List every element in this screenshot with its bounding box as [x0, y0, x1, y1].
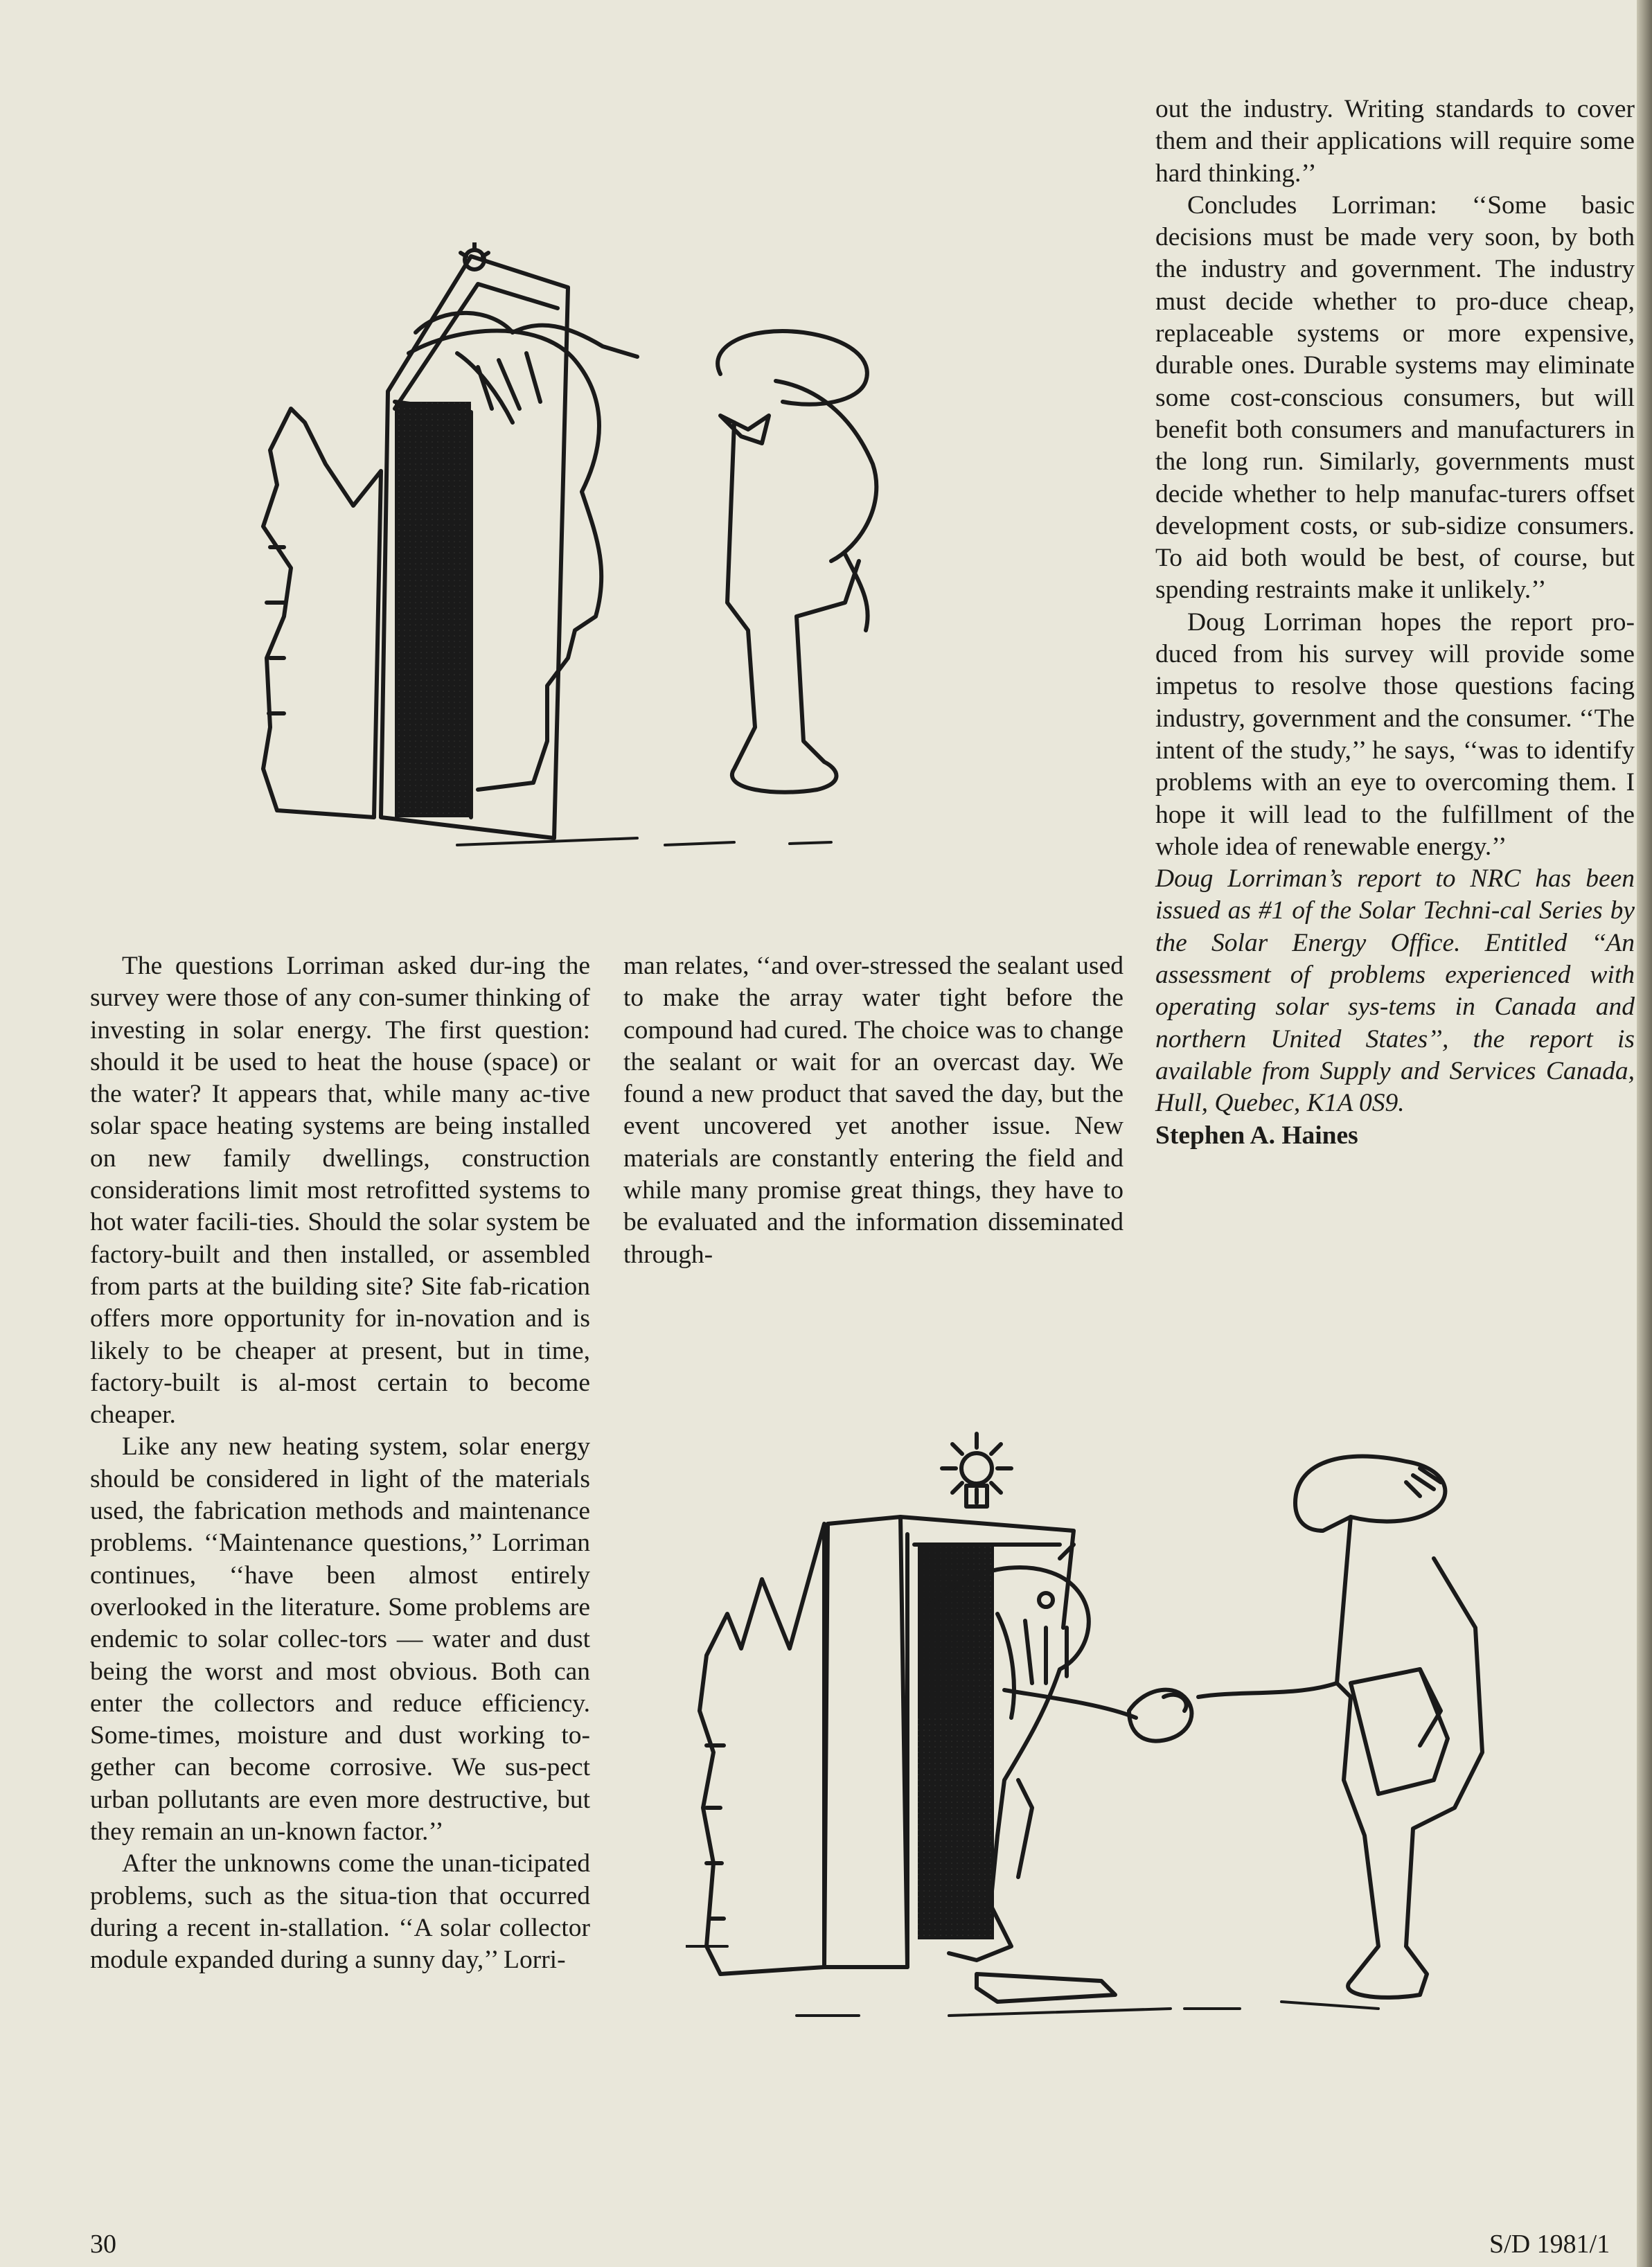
- article-column-3: [1155, 94, 1635, 1152]
- page-number: 30: [90, 2230, 116, 2259]
- paragraph: Like any new heating system, solar energy should be considered in light of the materials used, the fabrication methods and maintenance problems. ‘‘Maintenance questions,’’ Lorriman continues, ‘‘have been almost entirely overlooked in the literature. Some problems are endemic to solar collec-tors — water and dust being the worst and most obvious. Both can enter the collectors and reduce efficiency. Some-times, moisture and dust working to-gether can become corrosive. We sus-pect urban pollutants are even more destructive, but they remain an un-known factor.’’: [90, 1432, 590, 1847]
- report-note: Doug Lorriman’s report to NRC has been issued as #1 of the Solar Techni-cal Series by the Solar Energy Office. Entitled ‘‘An assessment of problems experienced with operating solar sys-tems in Canada and northern United States’’, the report is available from Supply and Services Canada, Hull, Quebec, K1A 0S9.: [1155, 864, 1635, 1118]
- article-column-1: [90, 950, 590, 1977]
- author-byline: Stephen A. Haines: [1155, 1121, 1358, 1150]
- issue-label: S/D 1981/1: [1489, 2230, 1610, 2259]
- paragraph: man relates, ‘‘and over-stressed the sealant used to make the array water tight before the compound had cured. The choice was to change the sealant or wait for an overcast day. We found a new product that saved the day, but the event uncovered yet another issue. New materials are constantly entering the field and while many promise great things, they have to be evaluated and the information disseminated through-: [623, 952, 1123, 1269]
- paragraph: Concludes Lorriman: ‘‘Some basic decisions must be made very soon, by both the industry and government. The industry must decide whether to pro-duce cheap, replaceable systems or more expensive, durable ones. Durable systems may eliminate some cost-conscious consumers, but will benefit both consumers and manufacturers in the long run. Similarly, governments must decide whether to help manufac-turers offset development costs, or sub-sidize consumers. To aid both would be best, of course, but spending restraints make it unlikely.’’: [1155, 190, 1635, 605]
- cartoon-two-figures-shaking-hands-icon: [686, 1420, 1558, 2078]
- page-edge-shadow: [1637, 0, 1652, 2267]
- paragraph: Doug Lorriman hopes the report pro-duced from his survey will provide some impetus to resolve those questions facing industry, government and the consumer. ‘‘The intent of the study,’’ he says, ‘‘was to identify problems with an eye to overcoming them. I hope it will lead to the fulfillment of the whole idea of renewable energy.’’: [1155, 607, 1635, 861]
- paragraph: out the industry. Writing standards to cover them and their applications will require some hard thinking.’’: [1155, 95, 1635, 188]
- paragraph: After the unknowns come the unan-ticipated problems, such as the situa-tion that occurred during a recent in-stallation. ‘‘A solar collector module expanded during a sunny day,’’ Lorri-: [90, 1849, 590, 1975]
- paragraph: The questions Lorriman asked dur-ing the survey were those of any con-sumer thinking of investing in solar energy. The first question: should it be used to heat the house (space) or the water? It appears that, while many ac-tive solar space heating systems are being installed on new family dwellings, construction considerations limit most retrofitted systems to hot water facili-ties. Should the solar system be factory-built and then installed, or assembled from parts at the building site? Site fab-rication offers more opportunity for in-novation and is likely to be cheaper at present, but in time, factory-built is al-most certain to become cheaper.: [90, 952, 590, 1430]
- article-column-2: [623, 950, 1123, 1271]
- cartoon-two-figures-peering-into-solar-collector-icon: [249, 242, 1032, 852]
